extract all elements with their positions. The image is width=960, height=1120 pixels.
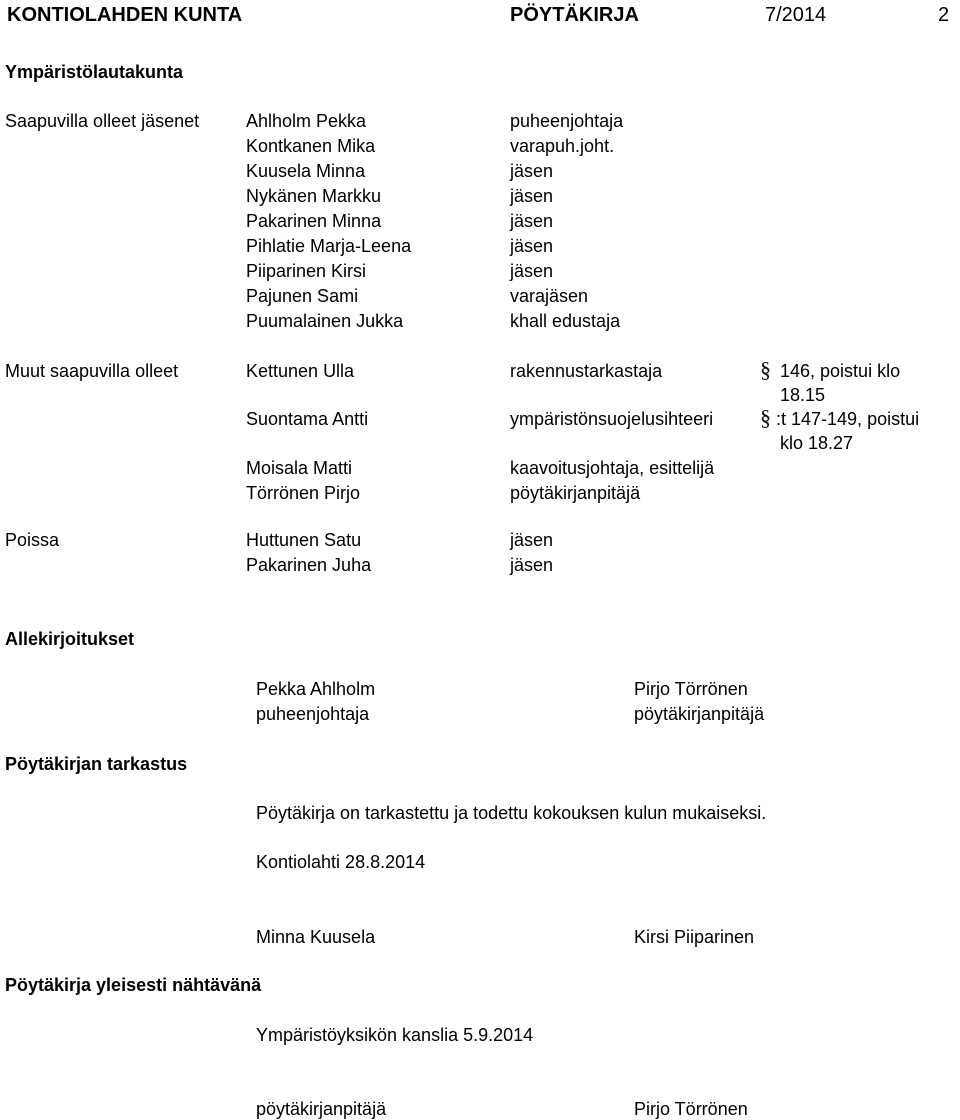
member-name: Kontkanen Mika	[246, 136, 376, 156]
certifier-role: pöytäkirjanpitäjä	[256, 1099, 387, 1119]
review-place-date: Kontiolahti 28.8.2014	[256, 852, 426, 872]
reviewer-name: Kirsi Piiparinen	[634, 927, 755, 947]
attendee-note: 146, poistui klo	[780, 361, 901, 381]
public-place-date: Ympäristöyksikön kanslia 5.9.2014	[256, 1025, 534, 1045]
signer-name: Pekka Ahlholm	[256, 679, 376, 699]
page-number: 2	[938, 4, 950, 26]
issue-number: 7/2014	[765, 4, 827, 26]
absent-role: jäsen	[510, 530, 554, 550]
public-display-heading: Pöytäkirja yleisesti nähtävänä	[5, 975, 262, 995]
signatures-heading: Allekirjoitukset	[5, 629, 135, 649]
reviewer-name: Minna Kuusela	[256, 927, 376, 947]
member-role: jäsen	[510, 186, 554, 206]
section-sign-icon: §	[760, 405, 771, 430]
member-role: jäsen	[510, 236, 554, 256]
member-role: varapuh.joht.	[510, 136, 615, 156]
member-role: khall edustaja	[510, 311, 621, 331]
review-heading: Pöytäkirjan tarkastus	[5, 754, 188, 774]
attendee-note: klo 18.27	[780, 433, 854, 453]
attendee-note: :t 147-149, poistui	[776, 409, 920, 429]
absent-name: Pakarinen Juha	[246, 555, 372, 575]
member-name: Ahlholm Pekka	[246, 111, 367, 131]
absent-name: Huttunen Satu	[246, 530, 362, 550]
attendee-role: ympäristönsuojelusihteeri	[510, 409, 714, 429]
member-name: Puumalainen Jukka	[246, 311, 404, 331]
signer-name: Pirjo Törrönen	[634, 679, 748, 699]
attendee-role: pöytäkirjanpitäjä	[510, 483, 641, 503]
member-name: Pajunen Sami	[246, 286, 359, 306]
member-name: Kuusela Minna	[246, 161, 366, 181]
member-name: Pakarinen Minna	[246, 211, 382, 231]
member-role: varajäsen	[510, 286, 589, 306]
attendee-name: Kettunen Ulla	[246, 361, 355, 381]
member-name: Piiparinen Kirsi	[246, 261, 367, 281]
certifier-name: Pirjo Törrönen	[634, 1099, 748, 1119]
document-type: PÖYTÄKIRJA	[510, 4, 639, 26]
others-present-label: Muut saapuvilla olleet	[5, 361, 179, 381]
absent-role: jäsen	[510, 555, 554, 575]
attendee-name: Moisala Matti	[246, 458, 353, 478]
committee-name: Ympäristölautakunta	[5, 62, 184, 82]
member-role: jäsen	[510, 161, 554, 181]
attendee-name: Suontama Antti	[246, 409, 369, 429]
attendee-name: Törrönen Pirjo	[246, 483, 361, 503]
municipality-name: KONTIOLAHDEN KUNTA	[7, 4, 243, 26]
attendee-role: kaavoitusjohtaja, esittelijä	[510, 458, 715, 478]
absent-label: Poissa	[5, 530, 60, 550]
attendee-note: 18.15	[780, 385, 826, 405]
member-name: Pihlatie Marja-Leena	[246, 236, 412, 256]
signer-role: puheenjohtaja	[256, 704, 370, 724]
present-members-label: Saapuvilla olleet jäsenet	[5, 111, 200, 131]
section-sign-icon: §	[760, 357, 771, 382]
attendee-role: rakennustarkastaja	[510, 361, 663, 381]
signer-role: pöytäkirjanpitäjä	[634, 704, 765, 724]
member-role: jäsen	[510, 261, 554, 281]
member-role: jäsen	[510, 211, 554, 231]
member-name: Nykänen Markku	[246, 186, 382, 206]
review-statement: Pöytäkirja on tarkastettu ja todettu kokouksen kulun mukaiseksi.	[256, 803, 767, 823]
member-role: puheenjohtaja	[510, 111, 624, 131]
